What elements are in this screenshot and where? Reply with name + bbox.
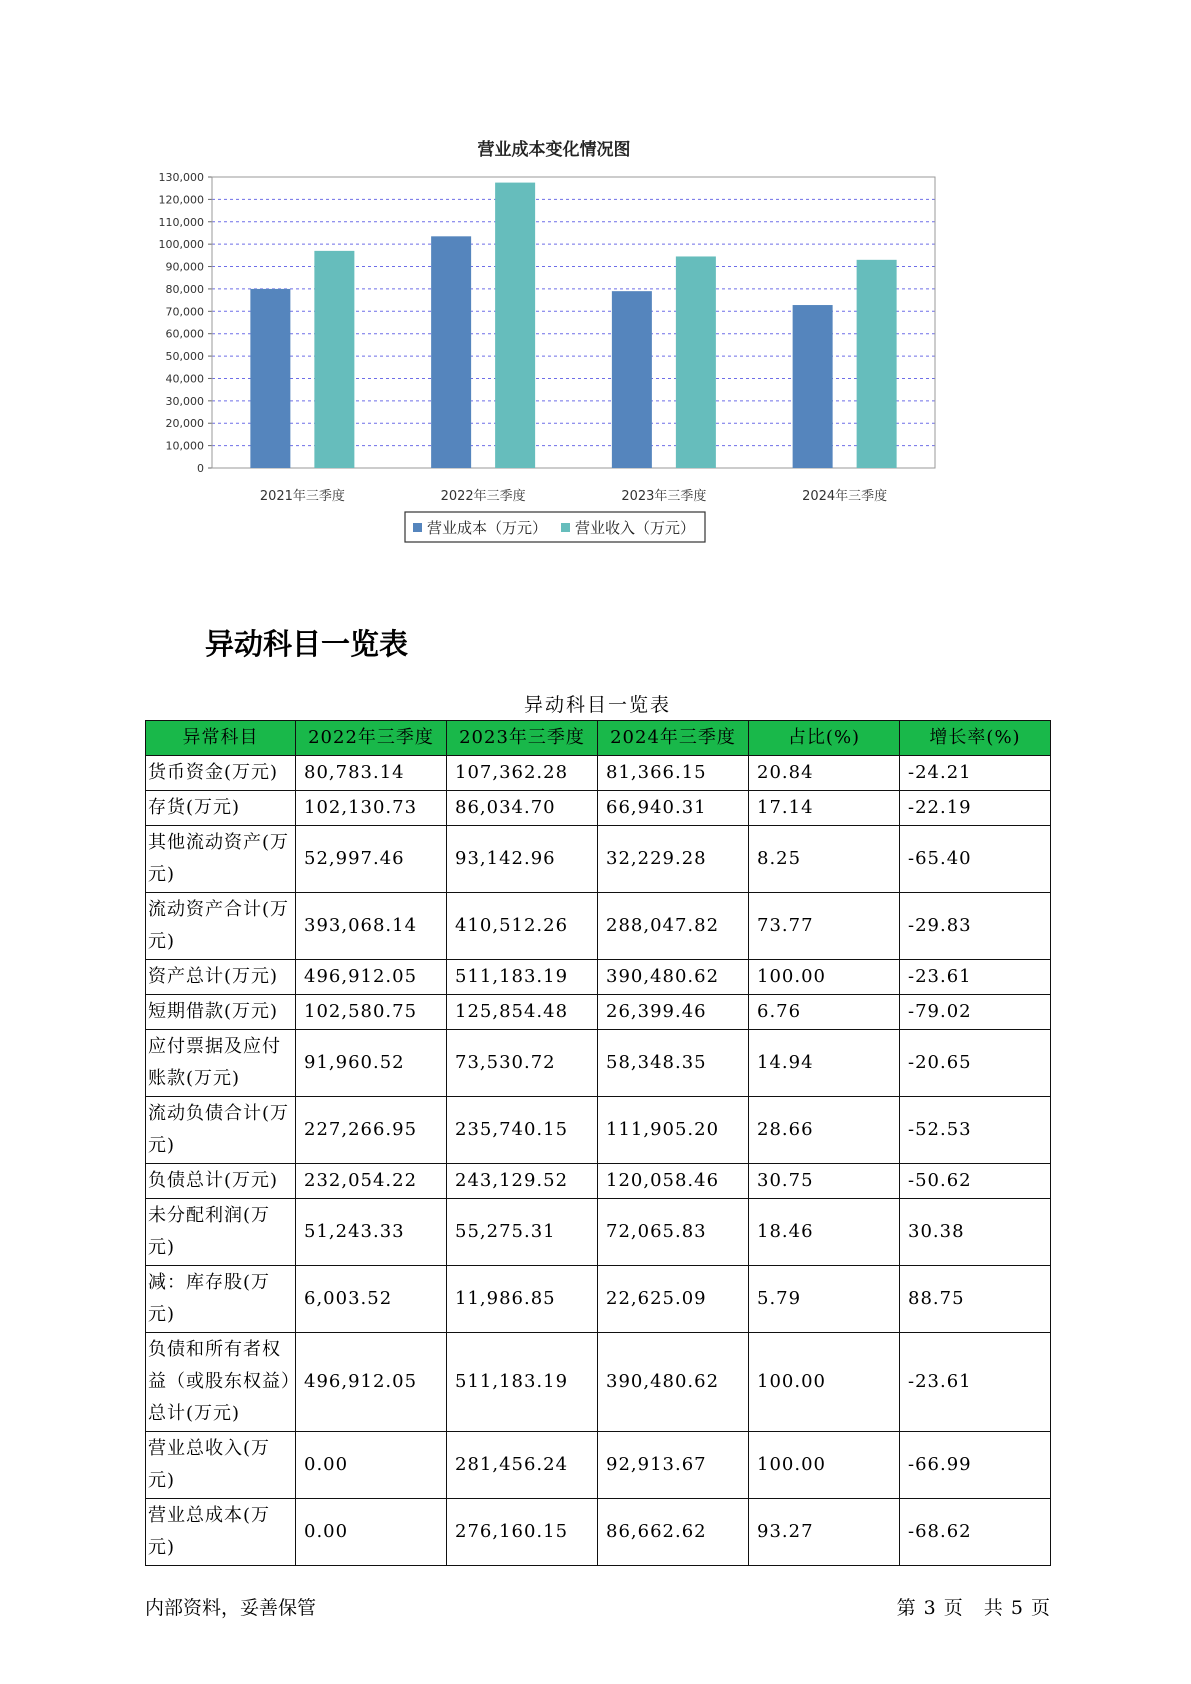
cell-ratio: 8.25 xyxy=(749,826,900,893)
chart-title: 营业成本变化情况图 xyxy=(477,140,631,160)
bar-revenue xyxy=(857,260,897,468)
bar-chart xyxy=(150,140,1030,600)
cell-subject: 负债总计(万元) xyxy=(146,1164,296,1199)
y-tick-label: 90,000 xyxy=(165,260,204,274)
legend-label: 营业收入（万元） xyxy=(575,519,696,537)
cell-subject: 其他流动资产(万元) xyxy=(146,826,296,893)
bar-revenue xyxy=(314,251,354,468)
y-tick-label: 0 xyxy=(197,462,204,475)
cell-value-2024q3: 92,913.67 xyxy=(598,1432,749,1499)
y-tick-label: 70,000 xyxy=(165,305,204,319)
table-row xyxy=(146,893,1051,960)
header-2023q3: 2023年三季度 xyxy=(447,721,598,756)
cell-value-2022q3: 51,243.33 xyxy=(296,1199,447,1266)
page-current: 3 xyxy=(923,1597,937,1619)
bar-cost xyxy=(431,236,471,468)
table-row xyxy=(146,995,1051,1030)
cell-growth: -52.53 xyxy=(900,1097,1051,1164)
cell-ratio: 5.79 xyxy=(749,1266,900,1333)
table-row xyxy=(146,1266,1051,1333)
cell-ratio: 6.76 xyxy=(749,995,900,1030)
cell-value-2023q3: 107,362.28 xyxy=(447,756,598,791)
y-tick-label: 100,000 xyxy=(158,238,204,252)
bar-cost xyxy=(612,291,652,468)
cell-value-2023q3: 511,183.19 xyxy=(447,960,598,995)
table-row xyxy=(146,1199,1051,1266)
cell-growth: -66.99 xyxy=(900,1432,1051,1499)
cell-value-2024q3: 81,366.15 xyxy=(598,756,749,791)
y-tick-label: 120,000 xyxy=(158,193,204,207)
cell-ratio: 100.00 xyxy=(749,960,900,995)
cell-value-2022q3: 496,912.05 xyxy=(296,960,447,995)
bar-cost xyxy=(250,289,290,468)
table-row xyxy=(146,1432,1051,1499)
table-row xyxy=(146,1164,1051,1199)
cell-value-2023q3: 86,034.70 xyxy=(447,791,598,826)
cell-subject: 短期借款(万元) xyxy=(146,995,296,1030)
cell-value-2024q3: 32,229.28 xyxy=(598,826,749,893)
cell-ratio: 100.00 xyxy=(749,1333,900,1432)
cell-value-2023q3: 511,183.19 xyxy=(447,1333,598,1432)
cell-value-2023q3: 281,456.24 xyxy=(447,1432,598,1499)
cell-ratio: 18.46 xyxy=(749,1199,900,1266)
cell-growth: -23.61 xyxy=(900,1333,1051,1432)
table-caption: 异动科目一览表 xyxy=(523,694,671,716)
page-label-prefix: 第 xyxy=(896,1597,917,1619)
x-tick-label: 2023年三季度 xyxy=(621,489,707,504)
legend-swatch xyxy=(413,523,422,532)
cell-value-2024q3: 66,940.31 xyxy=(598,791,749,826)
cell-subject: 应付票据及应付账款(万元) xyxy=(146,1030,296,1097)
table-row xyxy=(146,756,1051,791)
cell-value-2024q3: 120,058.46 xyxy=(598,1164,749,1199)
cell-subject: 营业总收入(万元) xyxy=(146,1432,296,1499)
table-row xyxy=(146,1030,1051,1097)
header-ratio: 占比(%) xyxy=(749,721,900,756)
cell-value-2022q3: 6,003.52 xyxy=(296,1266,447,1333)
y-tick-label: 10,000 xyxy=(165,439,204,453)
cell-growth: -65.40 xyxy=(900,826,1051,893)
y-tick-label: 130,000 xyxy=(158,171,204,184)
bar-revenue xyxy=(676,256,716,468)
cell-value-2023q3: 55,275.31 xyxy=(447,1199,598,1266)
page-number xyxy=(897,1593,1051,1620)
cell-value-2022q3: 227,266.95 xyxy=(296,1097,447,1164)
cell-ratio: 100.00 xyxy=(749,1432,900,1499)
cell-value-2023q3: 276,160.15 xyxy=(447,1499,598,1566)
cell-growth: -29.83 xyxy=(900,893,1051,960)
cell-growth: -20.65 xyxy=(900,1030,1051,1097)
cell-value-2024q3: 58,348.35 xyxy=(598,1030,749,1097)
cell-value-2022q3: 102,580.75 xyxy=(296,995,447,1030)
cell-value-2022q3: 0.00 xyxy=(296,1432,447,1499)
y-tick-label: 110,000 xyxy=(158,215,204,229)
cell-value-2022q3: 232,054.22 xyxy=(296,1164,447,1199)
legend-label: 营业成本（万元） xyxy=(427,519,548,537)
cell-value-2023q3: 73,530.72 xyxy=(447,1030,598,1097)
page-total: 5 xyxy=(1010,1597,1024,1619)
cell-ratio: 28.66 xyxy=(749,1097,900,1164)
header-subject: 异常科目 xyxy=(146,721,296,756)
header-2024q3: 2024年三季度 xyxy=(598,721,749,756)
cell-value-2024q3: 26,399.46 xyxy=(598,995,749,1030)
cell-value-2023q3: 93,142.96 xyxy=(447,826,598,893)
x-tick-label: 2021年三季度 xyxy=(259,489,345,504)
table-header-row xyxy=(146,721,1051,756)
cell-value-2023q3: 11,986.85 xyxy=(447,1266,598,1333)
y-tick-label: 60,000 xyxy=(165,327,204,341)
y-tick-label: 80,000 xyxy=(165,282,204,296)
cell-subject: 减：库存股(万元) xyxy=(146,1266,296,1333)
cell-value-2022q3: 393,068.14 xyxy=(296,893,447,960)
cell-value-2023q3: 125,854.48 xyxy=(447,995,598,1030)
x-tick-label: 2024年三季度 xyxy=(802,489,888,504)
cell-ratio: 20.84 xyxy=(749,756,900,791)
chart-canvas xyxy=(150,140,1030,600)
cell-value-2022q3: 52,997.46 xyxy=(296,826,447,893)
cell-value-2024q3: 390,480.62 xyxy=(598,1333,749,1432)
cell-value-2022q3: 102,130.73 xyxy=(296,791,447,826)
cell-subject: 营业总成本(万元) xyxy=(146,1499,296,1566)
cell-value-2022q3: 80,783.14 xyxy=(296,756,447,791)
section-title: 异动科目一览表 xyxy=(205,627,409,661)
cell-subject: 流动负债合计(万元) xyxy=(146,1097,296,1164)
cell-subject: 未分配利润(万元) xyxy=(146,1199,296,1266)
cell-subject: 货币资金(万元) xyxy=(146,756,296,791)
cell-growth: 30.38 xyxy=(900,1199,1051,1266)
cell-value-2024q3: 111,905.20 xyxy=(598,1097,749,1164)
page-label-suffix: 页 xyxy=(1030,1597,1051,1619)
table-row xyxy=(146,1333,1051,1432)
page-label-mid: 页 共 xyxy=(943,1597,1004,1619)
cell-value-2022q3: 0.00 xyxy=(296,1499,447,1566)
y-tick-label: 20,000 xyxy=(165,417,204,431)
cell-growth: -79.02 xyxy=(900,995,1051,1030)
y-tick-label: 40,000 xyxy=(165,372,204,386)
cell-value-2024q3: 390,480.62 xyxy=(598,960,749,995)
cell-growth: -24.21 xyxy=(900,756,1051,791)
table-row xyxy=(146,1097,1051,1164)
cell-growth: -22.19 xyxy=(900,791,1051,826)
cell-subject: 负债和所有者权益（或股东权益）总计(万元) xyxy=(146,1333,296,1432)
cell-value-2023q3: 410,512.26 xyxy=(447,893,598,960)
cell-ratio: 93.27 xyxy=(749,1499,900,1566)
cell-growth: -68.62 xyxy=(900,1499,1051,1566)
cell-value-2024q3: 72,065.83 xyxy=(598,1199,749,1266)
cell-ratio: 14.94 xyxy=(749,1030,900,1097)
cell-value-2024q3: 288,047.82 xyxy=(598,893,749,960)
table-row xyxy=(146,1499,1051,1566)
header-2022q3: 2022年三季度 xyxy=(296,721,447,756)
cell-growth: -50.62 xyxy=(900,1164,1051,1199)
cell-value-2024q3: 22,625.09 xyxy=(598,1266,749,1333)
cell-subject: 资产总计(万元) xyxy=(146,960,296,995)
header-growth: 增长率(%) xyxy=(900,721,1051,756)
table-row xyxy=(146,826,1051,893)
y-tick-label: 50,000 xyxy=(165,350,204,364)
cell-growth: -23.61 xyxy=(900,960,1051,995)
cell-value-2022q3: 496,912.05 xyxy=(296,1333,447,1432)
cell-value-2022q3: 91,960.52 xyxy=(296,1030,447,1097)
footer-note: 内部资料，妥善保管 xyxy=(145,1597,317,1619)
table-body xyxy=(146,756,1051,1566)
legend-swatch xyxy=(561,523,570,532)
cell-ratio: 30.75 xyxy=(749,1164,900,1199)
bar-revenue xyxy=(495,183,535,468)
cell-value-2023q3: 243,129.52 xyxy=(447,1164,598,1199)
cell-subject: 流动资产合计(万元) xyxy=(146,893,296,960)
bar-cost xyxy=(793,305,833,468)
cell-subject: 存货(万元) xyxy=(146,791,296,826)
table-row xyxy=(146,791,1051,826)
table-row xyxy=(146,960,1051,995)
y-tick-label: 30,000 xyxy=(165,394,204,408)
anomaly-table xyxy=(145,720,1051,1566)
cell-value-2023q3: 235,740.15 xyxy=(447,1097,598,1164)
cell-ratio: 73.77 xyxy=(749,893,900,960)
x-tick-label: 2022年三季度 xyxy=(440,489,526,504)
cell-value-2024q3: 86,662.62 xyxy=(598,1499,749,1566)
cell-ratio: 17.14 xyxy=(749,791,900,826)
cell-growth: 88.75 xyxy=(900,1266,1051,1333)
